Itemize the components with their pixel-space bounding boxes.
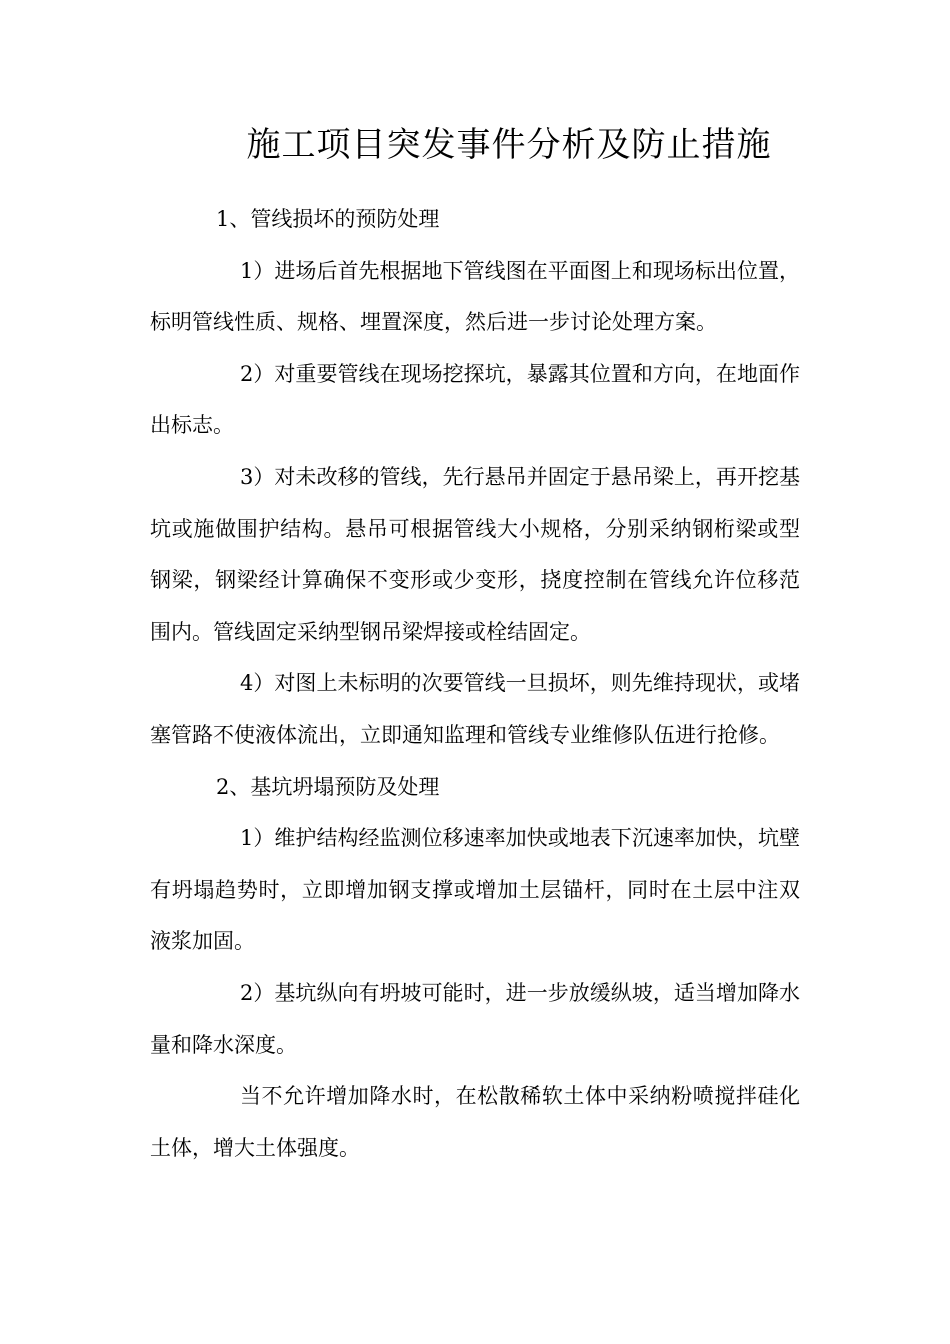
paragraph-pipeline-1: 1）进场后首先根据地下管线图在平面图上和现场标出位置，标明管线性质、规格、埋置深度，然后进一步讨论处理方案。 [150, 258, 800, 335]
paragraph-pipeline-2: 2）对重要管线在现场挖探坑，暴露其位置和方向，在地面作出标志。 [150, 361, 800, 438]
document-title: 施工项目突发事件分析及防止措施 [246, 125, 772, 165]
paragraph-pipeline-3: 3）对未改移的管线，先行悬吊并固定于悬吊梁上，再开挖基坑或施做围护结构。悬吊可根据管线大小规格，分别采纳钢桁梁或型钢梁，钢梁经计算确保不变形或少变形，挠度控制在管线允许位移范围内。管线固定采纳型钢吊梁焊接或栓结固定。 [150, 464, 800, 644]
section-heading-pipeline: 1、管线损坏的预防处理 [216, 207, 440, 231]
paragraph-pipeline-4: 4）对图上未标明的次要管线一旦损坏，则先维持现状，或堵塞管路不使液体流出，立即通知监理和管线专业维修队伍进行抢修。 [150, 671, 800, 747]
document-body [150, 194, 800, 1174]
paragraph-pit-3: 当不允许增加降水时，在松散稀软土体中采纳粉喷搅拌硅化土体，增大土体强度。 [150, 1084, 800, 1160]
paragraph-pit-2: 2）基坑纵向有坍坡可能时，进一步放缓纵坡，适当增加降水量和降水深度。 [150, 980, 800, 1057]
paragraph-pit-1: 1）维护结构经监测位移速率加快或地表下沉速率加快，坑壁有坍塌趋势时，立即增加钢支撑或增加土层锚杆，同时在土层中注双液浆加固。 [150, 826, 800, 954]
section-heading-pit-collapse: 2、基坑坍塌预防及处理 [216, 774, 440, 799]
